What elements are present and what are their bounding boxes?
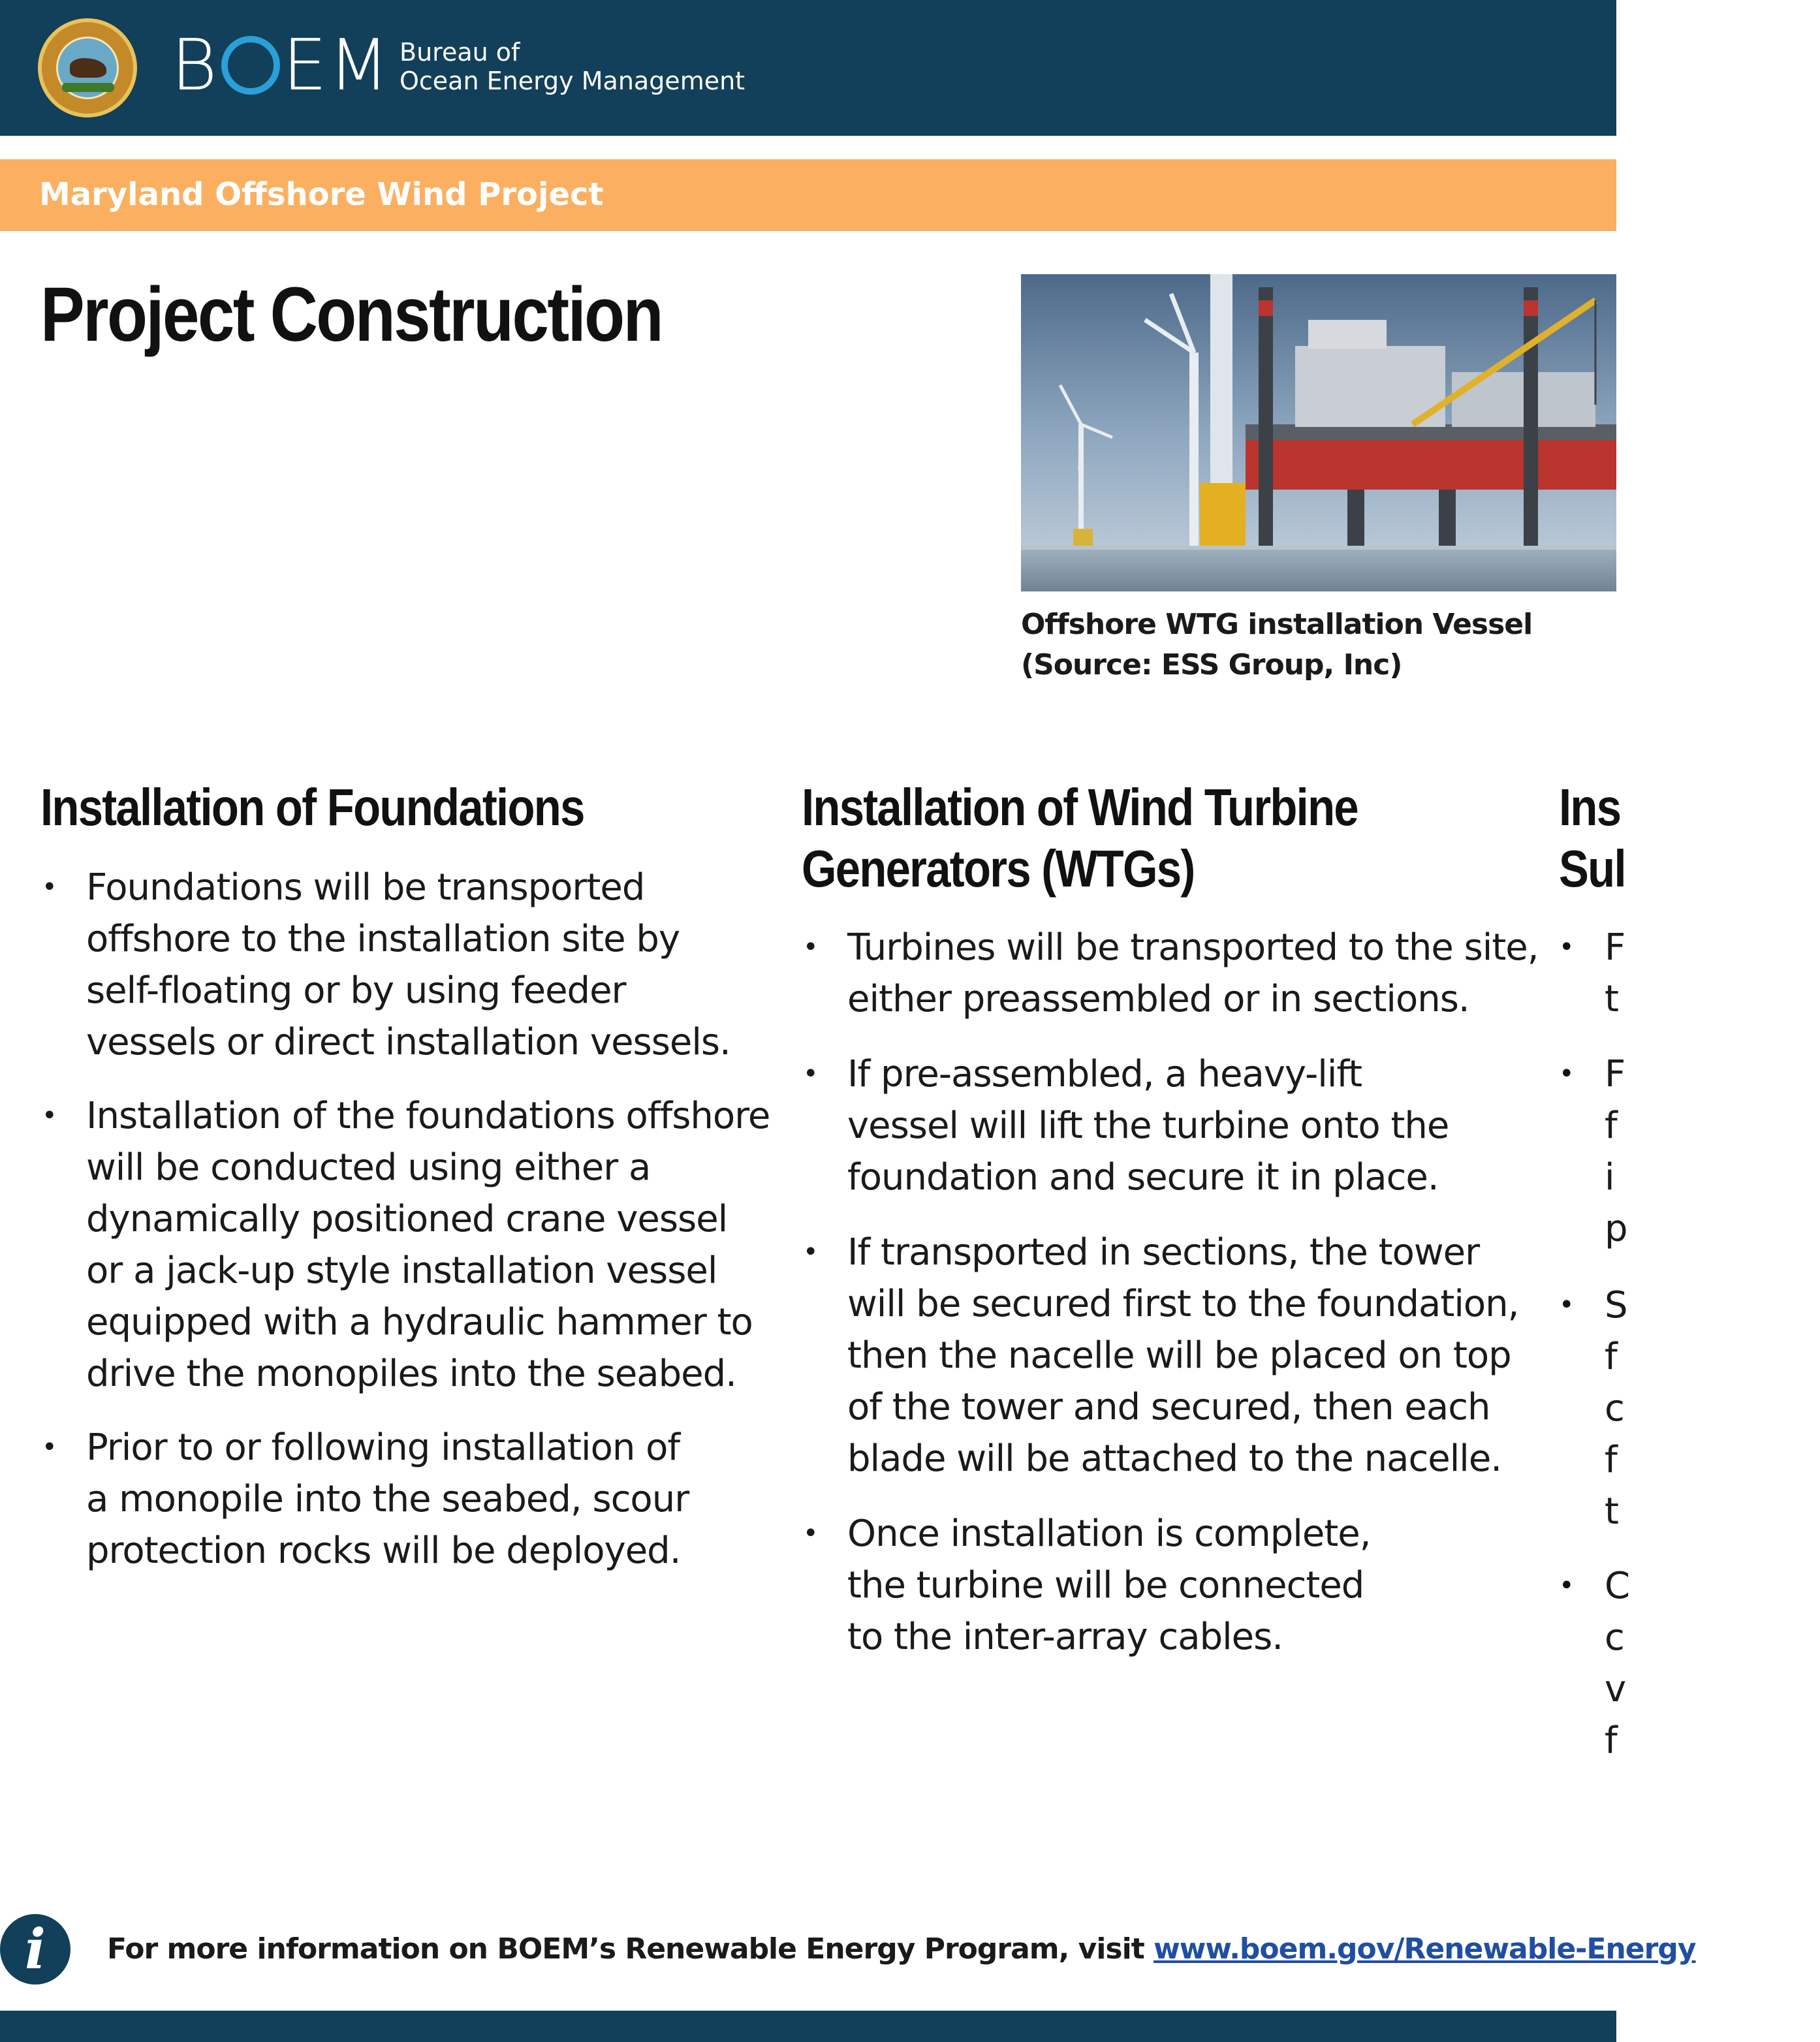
- fragment-text: f: [1605, 1336, 1618, 1378]
- list-item-text: the turbine will be connected: [847, 1564, 1364, 1607]
- fragment-text: v: [1605, 1668, 1627, 1710]
- photo-caption: [1021, 605, 1608, 685]
- list-item-text: foundation and secure it in place.: [847, 1156, 1439, 1199]
- list-item: [802, 1508, 1552, 1663]
- logo-subtitle-line2: Ocean Energy Management: [400, 67, 745, 95]
- fragment-text: c: [1605, 1387, 1625, 1430]
- list-item-text: vessel will lift the turbine onto the: [847, 1105, 1449, 1147]
- list-item-text: dynamically positioned crane vessel: [86, 1198, 728, 1240]
- bullet-icon: •: [1559, 1059, 1575, 1089]
- footer-info: [107, 1930, 1696, 1969]
- fragment-text: S: [1605, 1284, 1628, 1327]
- fragment-text: t: [1605, 978, 1619, 1020]
- installation-vessel-photo: [1021, 274, 1616, 591]
- list-item-text: protection rocks will be deployed.: [86, 1530, 681, 1572]
- section-wtgs: [802, 777, 1552, 1663]
- fragment-text: f: [1605, 1439, 1618, 1481]
- section-title-line1: Ins: [1559, 778, 1621, 836]
- section-title-line1: Installation of Wind Turbine: [802, 778, 1358, 836]
- fragment-text: f: [1605, 1720, 1618, 1762]
- logo-letters-em: EM: [282, 24, 391, 106]
- list-item-text: If pre-assembled, a heavy-lift: [847, 1053, 1362, 1095]
- list-item-text: Once installation is complete,: [847, 1513, 1371, 1555]
- list-item-text: either preassembled or in sections.: [847, 978, 1469, 1020]
- list-item-text: Foundations will be transported: [86, 866, 645, 909]
- bullet-icon: •: [803, 932, 818, 962]
- section-substation-cropped: [1559, 777, 1820, 900]
- bullet-list: [802, 922, 1552, 1663]
- bottom-bar: [0, 2011, 1616, 2042]
- fragment-text: t: [1605, 1490, 1619, 1533]
- bullet-icon: •: [1559, 1571, 1575, 1601]
- fragment-text: i: [1605, 1156, 1615, 1199]
- list-item-text: or a jack-up style installation vessel: [86, 1249, 717, 1292]
- header-bar: [0, 0, 1616, 136]
- list-item-text: will be conducted using either a: [86, 1146, 651, 1189]
- list-item-text: equipped with a hydraulic hammer to: [86, 1301, 753, 1343]
- logo-subtitle: [400, 38, 745, 95]
- list-item: [802, 1227, 1552, 1484]
- fragment-text: c: [1605, 1616, 1625, 1659]
- list-item-text: a monopile into the seabed, scour: [86, 1478, 689, 1520]
- list-item-text: If transported in sections, the tower: [847, 1231, 1480, 1274]
- seal-center: [56, 37, 119, 99]
- section-title: Installation of Foundations: [40, 778, 584, 836]
- bullet-icon: •: [1559, 1290, 1575, 1320]
- bullet-icon: •: [42, 872, 57, 902]
- photo-caption-line2: (Source: ESS Group, Inc): [1021, 648, 1402, 682]
- list-item-text: to the inter-array cables.: [847, 1616, 1283, 1658]
- renewable-energy-link[interactable]: www.boem.gov/Renewable-Energy: [1153, 1932, 1696, 1966]
- logo-letter-b: B: [171, 24, 219, 106]
- list-item: [40, 1090, 791, 1400]
- list-item-text: then the nacelle will be placed on top: [847, 1334, 1511, 1377]
- bullet-icon: •: [42, 1432, 57, 1462]
- banner-title: Maryland Offshore Wind Project: [39, 176, 604, 213]
- info-icon: i: [0, 1914, 71, 1985]
- photo-caption-line1: Offshore WTG installation Vessel: [1021, 608, 1533, 641]
- logo-subtitle-line1: Bureau of: [400, 38, 520, 67]
- list-item-text: will be secured first to the foundation,: [847, 1283, 1519, 1325]
- section-foundations: [40, 777, 791, 1577]
- bison-icon: [70, 58, 106, 78]
- bullet-icon: •: [803, 1518, 818, 1548]
- bullet-icon: •: [803, 1059, 818, 1089]
- list-item-text: self-floating or by using feeder: [86, 969, 626, 1012]
- section-title-line2: Generators (WTGs): [802, 840, 1195, 898]
- boem-logo[interactable]: [171, 26, 390, 104]
- list-item-text: Prior to or following installation of: [86, 1426, 680, 1469]
- logo-wave-o-icon: [221, 36, 280, 95]
- fragment-text: F: [1605, 926, 1626, 969]
- bullet-icon: •: [803, 1237, 818, 1267]
- list-item: [40, 1422, 791, 1577]
- list-item-text: Turbines will be transported to the site,: [847, 926, 1539, 969]
- fragment-text: p: [1605, 1208, 1628, 1250]
- list-item-text: blade will be attached to the nacelle.: [847, 1437, 1502, 1480]
- bullet-list: [40, 862, 791, 1577]
- seal-ground: [62, 83, 114, 92]
- list-item-text: of the tower and secured, then each: [847, 1386, 1490, 1428]
- page-title: Project Construction: [40, 272, 663, 358]
- list-item: [802, 922, 1552, 1025]
- list-item-text: Installation of the foundations offshore: [86, 1095, 770, 1137]
- list-item: [40, 862, 791, 1068]
- list-item-text: vessels or direct installation vessels.: [86, 1021, 730, 1063]
- list-item-text: offshore to the installation site by: [86, 918, 680, 960]
- fragment-text: C: [1605, 1565, 1631, 1607]
- doi-seal-logo: [38, 18, 137, 118]
- fragment-text: f: [1605, 1105, 1618, 1147]
- list-item-text: drive the monopiles into the seabed.: [86, 1353, 736, 1395]
- bullet-icon: •: [1559, 932, 1575, 962]
- bullet-icon: •: [42, 1101, 57, 1131]
- footer-text: For more information on BOEM’s Renewable Energy Program, visit: [107, 1932, 1154, 1966]
- list-item: [802, 1048, 1552, 1203]
- section-title-line2: Sul: [1559, 840, 1625, 898]
- fragment-text: F: [1605, 1053, 1626, 1095]
